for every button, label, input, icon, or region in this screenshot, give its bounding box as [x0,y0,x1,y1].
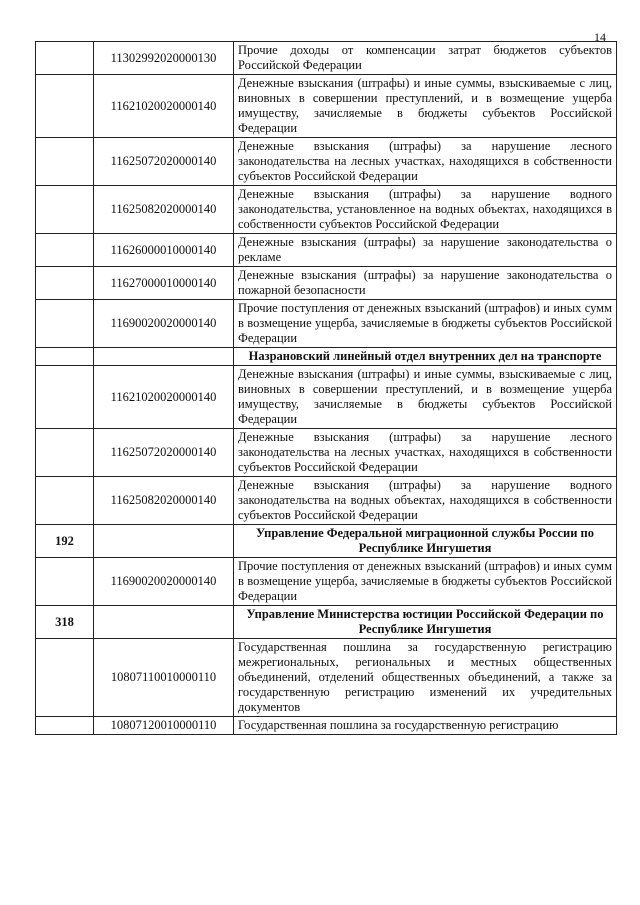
table-row [36,234,617,267]
section-heading-cell: Управление Министерства юстиции Российской Федерации по Республике Ингушетия [234,606,617,639]
table-row [36,267,617,300]
table-row [36,639,617,717]
section-heading-cell: Управление Федеральной миграционной службы России по Республике Ингушетия [234,525,617,558]
revenue-description-cell: Денежные взыскания (штрафы) за нарушение лесного законодательства на лесных участках, находящихся в собственности субъектов Российской Федерации [234,429,617,477]
revenue-description-cell: Государственная пошлина за государственную регистрацию [234,717,617,735]
revenue-code-cell: 11627000010000140 [94,267,234,300]
revenue-code-cell: 11625072020000140 [94,138,234,186]
table-row [36,300,617,348]
revenue-description-cell: Государственная пошлина за государственную регистрацию межрегиональных, региональных и местных общественных объединений, отделений общественных объединений, а также за государственную регистрацию изменений их учредительных документов [234,639,617,717]
administrator-code-cell [36,186,94,234]
table-row [36,138,617,186]
table-row [36,75,617,138]
administrator-code-cell [36,717,94,735]
revenue-description-cell: Денежные взыскания (штрафы) за нарушение законодательства о пожарной безопасности [234,267,617,300]
revenue-code-cell: 11625072020000140 [94,429,234,477]
section-heading-row [36,348,617,366]
table-row [36,42,617,75]
administrator-code-cell [36,138,94,186]
section-heading-cell: Назрановский линейный отдел внутренних дел на транспорте [234,348,617,366]
revenue-code-cell: 11625082020000140 [94,186,234,234]
revenue-code-cell: 11302992020000130 [94,42,234,75]
administrator-code-cell: 318 [36,606,94,639]
administrator-code-cell [36,42,94,75]
administrator-code-cell [36,75,94,138]
revenue-description-cell: Денежные взыскания (штрафы) за нарушение водного законодательства, установленное на водных объектах, находящихся в собственности субъектов Российской Федерации [234,186,617,234]
table-row [36,717,617,735]
revenue-description-cell: Прочие доходы от компенсации затрат бюджетов субъектов Российской Федерации [234,42,617,75]
revenue-code-cell [94,606,234,639]
revenue-code-cell: 11690020020000140 [94,558,234,606]
administrator-code-cell [36,477,94,525]
revenue-code-cell: 10807110010000110 [94,639,234,717]
revenue-description-cell: Денежные взыскания (штрафы) и иные суммы, взыскиваемые с лиц, виновных в совершении преступлений, и в возмещение ущерба имуществу, зачисляемые в бюджеты субъектов Российской Федерации [234,366,617,429]
administrator-code-cell: 192 [36,525,94,558]
revenue-code-cell: 11626000010000140 [94,234,234,267]
section-heading-row [36,525,617,558]
revenue-code-cell: 11625082020000140 [94,477,234,525]
administrator-code-cell [36,366,94,429]
revenue-code-cell: 10807120010000110 [94,717,234,735]
section-heading-row [36,606,617,639]
revenue-description-cell: Денежные взыскания (штрафы) за нарушение лесного законодательства на лесных участках, находящихся в собственности субъектов Российской Федерации [234,138,617,186]
revenue-description-cell: Прочие поступления от денежных взысканий (штрафов) и иных сумм в возмещение ущерба, зачисляемые в бюджеты субъектов Российской Федерации [234,300,617,348]
budget-classification-table [35,41,617,735]
administrator-code-cell [36,300,94,348]
revenue-code-cell [94,525,234,558]
table-body [36,42,617,735]
administrator-code-cell [36,429,94,477]
table-row [36,558,617,606]
revenue-code-cell: 11690020020000140 [94,300,234,348]
revenue-code-cell: 11621020020000140 [94,366,234,429]
administrator-code-cell [36,348,94,366]
revenue-description-cell: Прочие поступления от денежных взысканий (штрафов) и иных сумм в возмещение ущерба, зачисляемые в бюджеты субъектов Российской Федерации [234,558,617,606]
table-row [36,366,617,429]
revenue-description-cell: Денежные взыскания (штрафы) и иные суммы, взыскиваемые с лиц, виновных в совершении преступлений, и в возмещение ущерба имуществу, зачисляемые в бюджеты субъектов Российской Федерации [234,75,617,138]
revenue-description-cell: Денежные взыскания (штрафы) за нарушение законодательства о рекламе [234,234,617,267]
table-row [36,429,617,477]
table-row [36,477,617,525]
administrator-code-cell [36,558,94,606]
revenue-code-cell: 11621020020000140 [94,75,234,138]
revenue-description-cell: Денежные взыскания (штрафы) за нарушение водного законодательства на водных объектах, находящихся в собственности субъектов Российской Федерации [234,477,617,525]
page-number: 14 [594,30,606,44]
administrator-code-cell [36,267,94,300]
administrator-code-cell [36,234,94,267]
table-row [36,186,617,234]
administrator-code-cell [36,639,94,717]
revenue-code-cell [94,348,234,366]
